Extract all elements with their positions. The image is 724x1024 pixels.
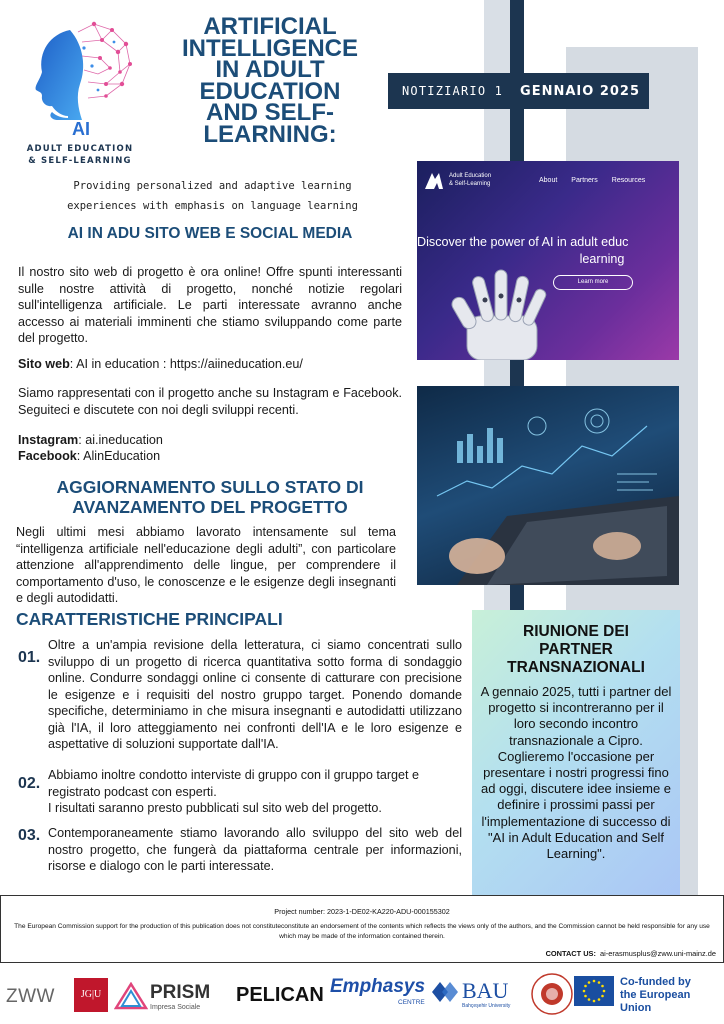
title-line: EDUCATION [199,77,341,105]
analytics-illustration [417,386,679,585]
feature-text: Oltre a un'ampia revisione della letteratura, ci siamo concentrati sullo sviluppo di un progetto di ricerca quantitativa sotto forma di sondaggio online. Condurre sondaggi online ci consente di catturare con precisione le esigenze e i requisiti del nostro gruppo target. Ponendo domande specifiche, determiniamo in che misura insegnanti e autodidatti utilizzano già l'IA, il loro atteggiamento nei confronti dell'IA e le loro esigenze e aspettative di soluzioni supportate dall'IA. [48,638,462,751]
website-line [18,356,402,373]
pelican-logo: PELICAN [236,984,324,1006]
progress-heading-line1: AGGIORNAMENTO SULLO STATO DI [56,477,364,497]
social-handles [18,433,402,464]
eu-disclaimer: The European Commission support for the production of this publication does not constituteconstitute an endorsement of the contents which reflects the views only of the authors, and the Commission cannot be held responsible for any use which may be made of the information contained therein. [14,923,710,940]
site-logo-icon [423,171,445,191]
site-nav-about[interactable]: About [539,177,558,184]
contact-label: CONTACT US: [545,949,596,958]
bau-subtitle: Bahçeşehir University [462,1003,511,1009]
robot-hand-icon [437,256,557,360]
newsletter-bar [388,73,649,109]
feature-text: Contemporaneamente stiamo lavorando allo sviluppo del sito web del nostro progetto, che fungerà da piattaforma centrale per informazioni, risorse e dialogo con le parti interessate. [48,826,462,873]
site-nav-resources[interactable]: Resources [611,177,646,184]
title-line: AND SELF- [206,99,334,126]
feature-number: 01. [18,649,41,666]
meeting-title [480,623,672,677]
tagline-line1: Providing personalized and adaptive learning [73,180,352,192]
section-heading-features: CARATTERISTICHE PRINCIPALI [16,609,283,629]
tagline [40,176,385,216]
instagram-line [18,433,402,449]
meeting-text: A gennaio 2025, tutti i partner del progetto si incontreranno per il loro secondo incontro transnazionale a Cipro. Coglieremo l'occasione per presentare i nostri progressi fino ad oggi, discutere idee insieme e definire i prossimi passi per l'implementazione di successo di "AI in Adult Education and Self Learning". [480,684,672,862]
logo-subtitle-line1: ADULT EDUCATION [26,144,134,154]
project-number: Project number: 2023-1-DE02-KA220-ADU-000155302 [274,907,450,916]
title-line: ARTIFICIAL [203,13,337,40]
eu-flag-icon [574,976,614,1006]
tagline-line2: experiences with emphasis on language learning [67,200,358,212]
main-title [172,13,368,148]
eu-line1: Co-funded by [620,976,691,988]
instagram-label: Instagram [18,433,79,447]
bau-icon [430,980,460,1004]
section-heading-web: AI IN ADU SITO WEB E SOCIAL MEDIA [67,225,353,242]
partner-logos [0,966,724,1024]
title-line: LEARNING: [203,120,337,148]
feature-number: 02. [18,775,41,792]
eu-cofunded-text [620,976,724,1015]
site-headline: Discover the power of AI in adult educ [417,235,629,249]
site-brand [449,172,491,188]
web-paragraph: Il nostro sito web di progetto è ora online! Offre spunti interessanti sulle nostre attività di progetto, nonché notizie regolari sull'intelligenza artificiale. Le parti interessate avranno anche accesso ai materiali imminenti che stiamo sviluppando come parte del progetto. [18,265,402,345]
site-nav [539,177,679,184]
website-label: Sito web [18,357,70,371]
prism-triangle-icon [114,982,148,1010]
contact-email[interactable]: ai-erasmusplus@zww.uni-mainz.de [600,949,716,958]
site-nav-partners[interactable]: Partners [571,177,598,184]
facebook-label: Facebook [18,448,77,463]
newsletter-label: NOTIZIARIO 1 [402,84,504,98]
social-paragraph: Siamo rappresentati con il progetto anche su Instagram e Facebook. Seguiteci e discutete con noi degli sviluppi recenti. [18,386,402,417]
prism-logo: PRISM [150,982,211,1003]
site-headline-2: learning [579,252,625,266]
newsletter-date: GENNAIO 2025 [520,83,640,99]
logo-subtitle [18,143,142,167]
jgu-logo: JG|U [74,978,108,1012]
meeting-title-line: PARTNER [539,641,613,658]
progress-paragraph: Negli ultimi mesi abbiamo lavorato intensamente sul tema “intelligenza artificiale nell'educazione degli adulti”, con particolare attenzione all'apprendimento delle lingue, per comprendere il comportamento d'uso, le conoscenze e le esigenze degli insegnanti e degli autodidatti. [16,525,396,605]
logo-subtitle-line2: & SELF-LEARNING [28,156,132,166]
website-preview-image [417,161,679,360]
laptop-analytics-image [417,386,679,585]
feature-text-line: I risultati saranno presto pubblicati sul sito web del progetto. [48,801,382,815]
feature-text [48,767,462,817]
website-link[interactable]: : AI in education : https://aiineducation.eu/ [69,357,303,371]
eu-line2: the European Union [620,989,691,1014]
facebook-line [18,449,402,465]
feature-text-line: Abbiamo inoltre condotto interviste di gruppo con il gruppo target e registrato podcast con esperti. [48,768,420,799]
emphasys-logo: Emphasys [330,976,426,997]
emphasys-subtitle: CENTRE [398,999,425,1006]
meeting-title-line: RIUNIONE DEI [523,623,629,640]
title-line: INTELLIGENCE [181,34,358,62]
site-brand-line2: & Self-Learning [449,181,491,187]
facebook-handle[interactable]: : AlinEducation [76,448,161,463]
instagram-handle[interactable]: : ai.ineducation [78,433,163,447]
meeting-title-line: TRANSNAZIONALI [507,659,645,676]
section-heading-progress [14,477,406,517]
university-seal-icon [530,972,574,1016]
title-line: IN ADULT [215,56,325,83]
site-learn-more-button[interactable]: Learn more [553,275,633,290]
logo-ai-text: AI [72,119,90,139]
prism-subtitle: Impresa Sociale [150,1004,201,1011]
contact-line [300,949,716,958]
feature-number: 03. [18,827,41,844]
bau-logo: BAU [462,978,509,1003]
progress-heading-line2: AVANZAMENTO DEL PROGETTO [72,497,348,517]
site-brand-line1: Adult Education [449,173,492,179]
zww-logo: ZWW [6,986,55,1007]
